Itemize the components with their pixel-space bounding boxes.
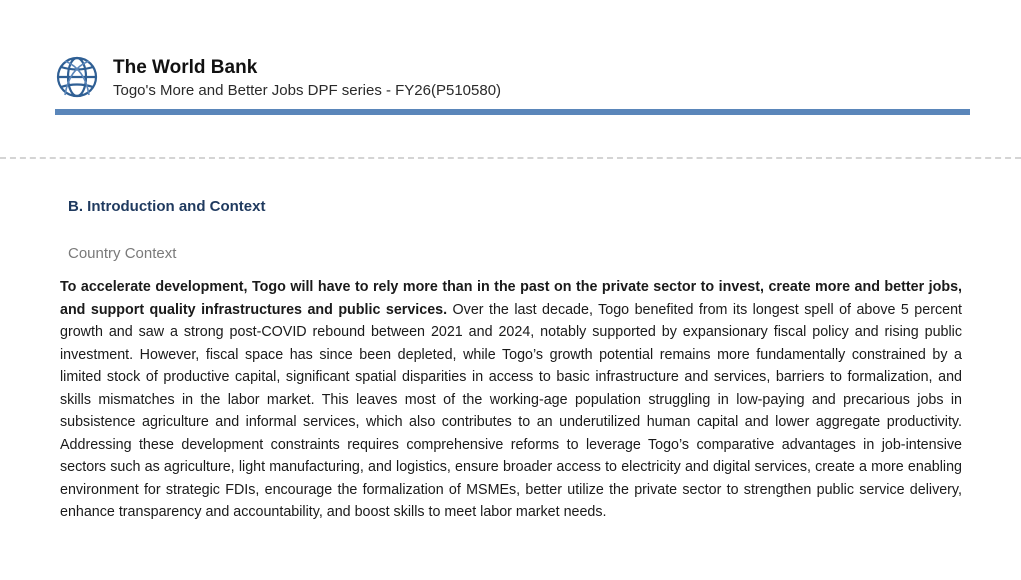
paragraph-body: Over the last decade, Togo benefited from its longest spell of above 5 percent growth and saw a strong post-COVID rebound between 2021 and 2024, notably supported by expansionary fiscal policy and rising public investment. However, fiscal space has since been depleted, while Togo’s growth potential remains more fundamentally constrained by a limited stock of productive capital, significant spatial disparities in access to basic infrastructure and services, barriers to formalization, and skills mismatches in the labor market. This leaves most of the working-age population struggling in low-paying and precarious jobs in subsistence agriculture and informal services, which also contributes to an underutilized human capital and lower aggregate productivity. Addressing these development constraints requires comprehensive reforms to leverage Togo’s comparative advantages in job-intensive sectors such as agriculture, light manufacturing, and logistics, ensure broader access to electricity and digital services, create a more enabling environment for strategic FDIs, encourage the formalization of MSMEs, better utilize the private sector to strengthen public service delivery, enhance transparency and accountability, and boost skills to meet labor market needs. [60, 301, 962, 520]
page-break-divider [0, 157, 1021, 159]
subsection-heading: Country Context [68, 245, 177, 262]
document-header [55, 52, 970, 118]
paragraph-lead: To accelerate development, Togo will have to rely more than in the past on the private sector to invest, create more and better jobs, and support quality infrastructures and public services. [60, 279, 962, 318]
org-name: The World Bank [113, 57, 258, 78]
body-paragraph [60, 276, 962, 524]
section-heading: B. Introduction and Context [68, 198, 266, 215]
globe-icon [55, 55, 99, 99]
header-rule [55, 109, 970, 115]
document-subtitle: Togo's More and Better Jobs DPF series - FY26(P510580) [113, 82, 502, 99]
